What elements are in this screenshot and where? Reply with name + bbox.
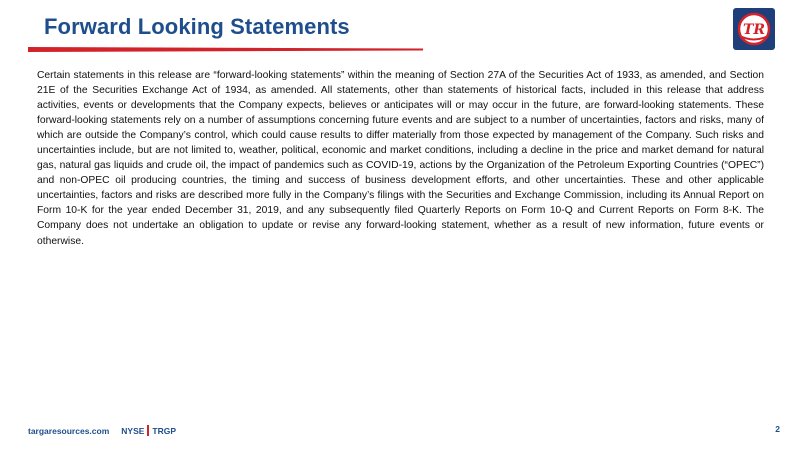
footer-ticker: TRGP [152,425,177,436]
title-underline [28,47,423,52]
forward-looking-statement-text: Certain statements in this release are “forward-looking statements” within the meaning of Section 27A of the Securities Act of 1933, as amended, and Section 21E of the Securities Exchange Act of 1934, as amended. All statements, other than statements of historical facts, included in this release that address activities, events or developments that the Company expects, believes or anticipates will or may occur in the future, are forward-looking statements. These forward-looking statements rely on a number of assumptions concerning future events and are subject to a number of uncertainties, factors and risks, many of which are outside the Company’s control, which could cause results to differ materially from those expected by management of the Company. Such risks and uncertainties include, but are not limited to, weather, political, economic and market conditions, including a decline in the price and market demand for natural gas, natural gas liquids and crude oil, the impact of pandemics such as COVID-19, actions by the Organization of the Petroleum Exporting Countries (“OPEC”) and non-OPEC oil producing countries, the timing and success of business development efforts, and other uncertainties. These and other applicable uncertainties, factors and risks are described more fully in the Company’s filings with the Securities and Exchange Commission, including its Annual Report on Form 10-K for the year ended December 31, 2019, and any subsequently filed Quarterly Reports on Form 10-Q and Current Reports on Form 8-K. The Company does not undertake an obligation to update or revise any forward-looking statement, whether as a result of new information, future events or otherwise. [37,70,764,247]
svg-text:TR: TR [742,22,766,38]
slide-title: Forward Looking Statements [44,14,350,39]
footer-website: targaresources.com [28,425,110,436]
page-number: 2 [775,424,780,434]
targa-logo-icon [731,6,777,52]
footer-exchange: NYSE [121,425,145,436]
footer-separator [147,425,149,436]
footer [28,425,176,436]
